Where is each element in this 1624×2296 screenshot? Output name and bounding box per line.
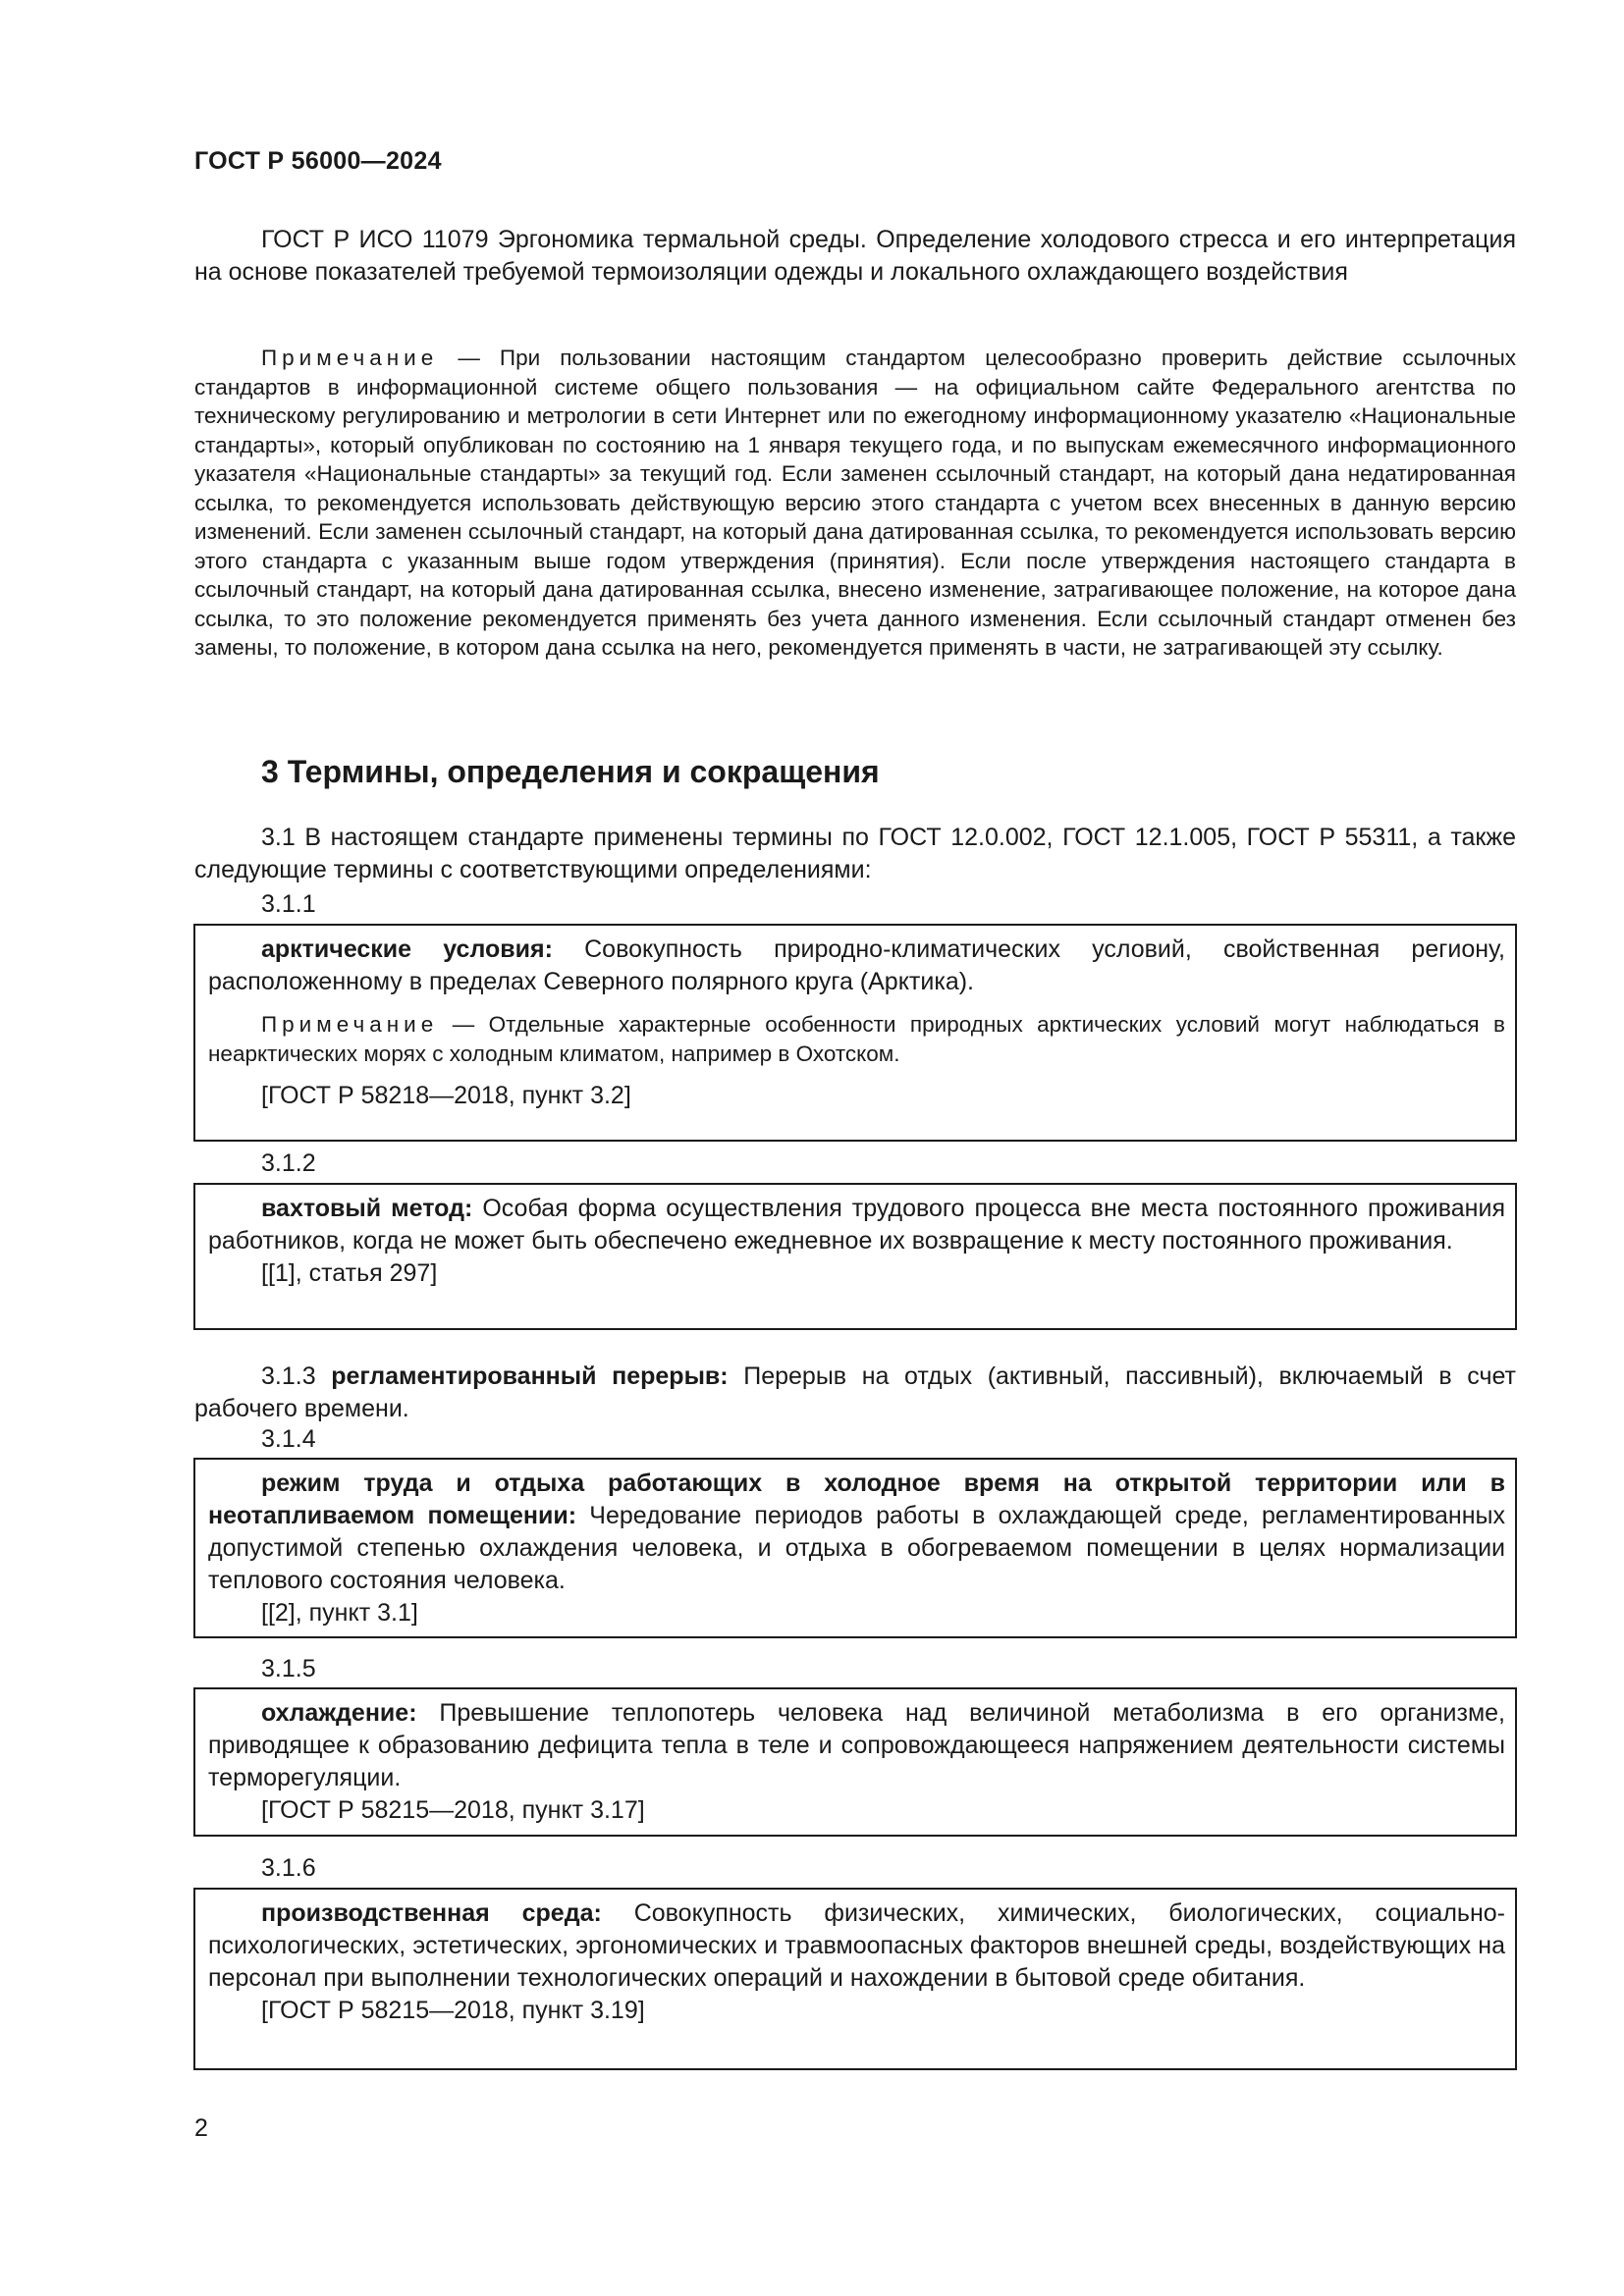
note-text: — При пользовании настоящим стандартом целесообразно проверить действие ссылочных стандартов в информационной системе общего пользования — на официальном сайте Федерального агентства по техническому регулированию и метрологии в сети Интернет или по ежегодному информационному указателю «Национальные стандарты», который опубликован по состоянию на 1 января текущего года, и по выпускам ежемесячного информационного указателя «Национальные стандарты» за текущий год. Если заменен ссылочный стандарт, на который дана недатированная ссылка, то рекомендуется использовать действующую версию этого стандарта с учетом всех внесенных в данную версию изменений. Если заменен ссылочный стандарт, на который дана датированная ссылка, то рекомендуется использовать версию этого стандарта с указанным выше годом утверждения (принятия). Если после утверждения настоящего стандарта в ссылочный стандарт, на который дана датированная ссылка, внесено изменение, затрагивающее положение, на которое дана ссылка, то это положение рекомендуется применять без учета данного изменения. Если ссылочный стандарт отменен без замены, то положение, в котором дана ссылка на него, рекомендуется применять в части, не затрагивающей эту ссылку. xyxy=(194,346,1516,660)
term-box-work-rest-regime xyxy=(193,1458,1517,1638)
term-inline-regulated-break: 3.1.3 регламентированный перерыв: Перерыв на отдых (активный, пассивный), включаемый в счет рабочего времени. xyxy=(194,1362,1516,1422)
term-definition: охлаждение: Превышение теплопотерь человека над величиной метаболизма в его организме, приводящее к образованию дефицита тепла в теле и сопровождающееся напряжением деятельности системы терморегуляции. xyxy=(208,1699,1505,1791)
term-definition: производственная среда: Совокупность физических, химических, биологических, социально-психологических, эстетических, эргономических и травмоопасных факторов внешней среды, воздействующих на персонал при выполнении технологических операций и нахождении в бытовой среде обитания. xyxy=(208,1899,1505,1992)
term-source: [[1], статья 297] xyxy=(261,1259,438,1287)
term-number: 3.1.3 xyxy=(261,1362,316,1390)
term-name: режим труда и отдыха работающих в холодное время на открытой территории или в неотапливаемом помещении: xyxy=(208,1469,1505,1529)
term-number: 3.1.1 xyxy=(261,890,316,918)
term-box-cooling xyxy=(193,1687,1517,1837)
term-box-arctic-conditions xyxy=(193,924,1517,1142)
term-definition: арктические условия: Совокупность природно-климатических условий, свойственная региону, расположенному в пределах Северного полярного круга (Арктика). xyxy=(208,935,1505,995)
note-label: Примечание xyxy=(261,346,439,370)
referenced-standard-entry: ГОСТ Р ИСО 11079 Эргономика термальной среды. Определение холодового стресса и его интерпретация на основе показателей требуемой термоизоляции одежды и локального охлаждающего воздействия xyxy=(194,226,1516,286)
term-source: [ГОСТ Р 58218—2018, пункт 3.2] xyxy=(261,1082,631,1109)
term-number: 3.1.6 xyxy=(261,1854,316,1882)
page-number: 2 xyxy=(194,2114,208,2142)
document-header: ГОСТ Р 56000—2024 xyxy=(194,147,442,175)
term-name: вахтовый метод: xyxy=(261,1195,473,1222)
term-name: арктические условия: xyxy=(261,935,553,963)
section-title: 3 Термины, определения и сокращения xyxy=(261,754,880,789)
term-definition: режим труда и отдыха работающих в холодное время на открытой территории или в неотапливаемом помещении: Чередование периодов работы в охлаждающей среде, регламентированных допустимой степенью охлаждения человека, и отдыха в обогреваемом помещении в целях нормализации теплового состояния человека. xyxy=(208,1469,1506,1594)
term-name: производственная среда: xyxy=(261,1899,602,1927)
term-box-rotation-method xyxy=(193,1183,1517,1330)
term-source: [[2], пункт 3.1] xyxy=(261,1599,418,1627)
term-name: регламентированный перерыв: xyxy=(331,1362,729,1390)
term-note: Примечание — Отдельные характерные особенности природных арктических условий могут наблюдаться в неарктических морях с холодным климатом, например в Охотском. xyxy=(208,1012,1505,1066)
section-intro: 3.1 В настоящем стандарте применены термины по ГОСТ 12.0.002, ГОСТ 12.1.005, ГОСТ Р 55311, а также следующие термины с соответствующими определениями: xyxy=(194,824,1516,883)
term-name: охлаждение: xyxy=(261,1699,417,1727)
term-box-work-environment xyxy=(193,1888,1517,2070)
term-number: 3.1.4 xyxy=(261,1425,316,1453)
term-number: 3.1.2 xyxy=(261,1149,316,1177)
term-source: [ГОСТ Р 58215—2018, пункт 3.19] xyxy=(261,1997,645,2024)
note-referenced-standards xyxy=(194,344,1516,663)
term-source: [ГОСТ Р 58215—2018, пункт 3.17] xyxy=(261,1796,645,1824)
term-definition: вахтовый метод: Особая форма осуществления трудового процесса вне места постоянного проживания работников, когда не может быть обеспечено ежедневное их возвращение к месту постоянного проживания. xyxy=(208,1195,1505,1255)
term-number: 3.1.5 xyxy=(261,1655,316,1682)
